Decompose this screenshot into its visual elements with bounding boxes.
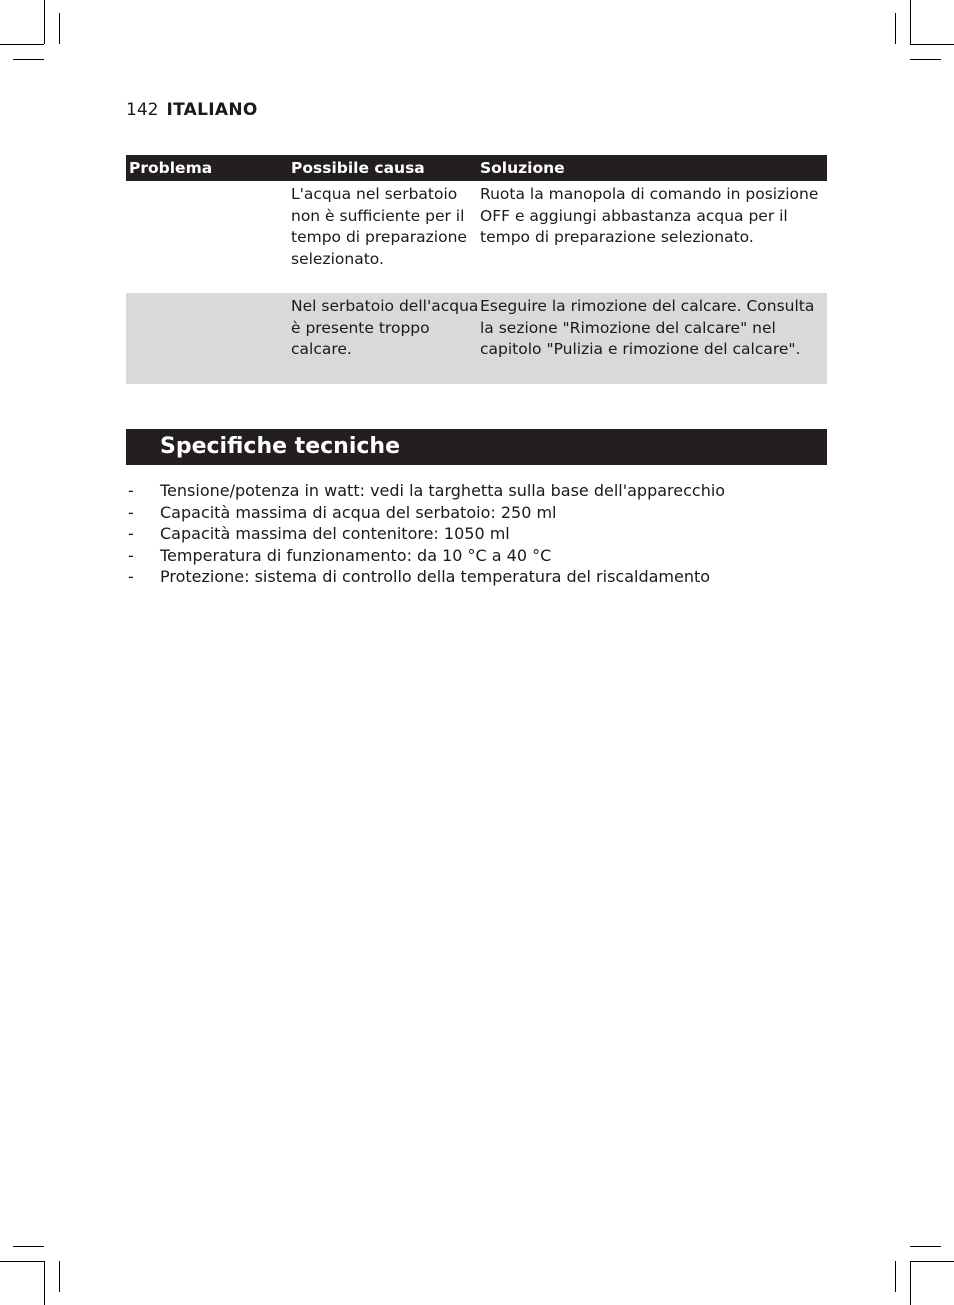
crop-mark bbox=[910, 1261, 954, 1262]
crop-mark bbox=[44, 0, 45, 44]
crop-mark bbox=[0, 1261, 44, 1262]
troubleshooting-table bbox=[126, 155, 827, 384]
crop-mark bbox=[910, 0, 911, 44]
list-item bbox=[126, 480, 827, 502]
crop-mark bbox=[895, 13, 896, 44]
list-item-text: Tensione/potenza in watt: vedi la targhetta sulla base dell'apparecchio bbox=[160, 481, 726, 500]
specifications-list bbox=[126, 480, 827, 588]
section-heading-bar bbox=[126, 429, 827, 465]
crop-mark bbox=[13, 59, 44, 60]
list-bullet: - bbox=[128, 502, 134, 522]
crop-mark bbox=[0, 44, 44, 45]
cell-solution: Eseguire la rimozione del calcare. Consulta la sezione "Rimozione del calcare" nel capitolo "Pulizia e rimozione del calcare". bbox=[480, 297, 815, 358]
list-item bbox=[126, 523, 827, 545]
cell-problem bbox=[126, 293, 291, 384]
list-item-text: Capacità massima di acqua del serbatoio: 250 ml bbox=[160, 502, 557, 522]
column-header-problem: Problema bbox=[129, 159, 213, 177]
page-number: 142 bbox=[126, 100, 159, 120]
column-header-solution: Soluzione bbox=[480, 159, 565, 177]
crop-mark bbox=[910, 1246, 941, 1247]
cell-cause: Nel serbatoio dell'acqua è presente troppo calcare. bbox=[291, 297, 479, 358]
list-bullet: - bbox=[128, 567, 134, 586]
list-item bbox=[126, 502, 827, 524]
crop-mark bbox=[59, 1261, 60, 1292]
table-row bbox=[126, 293, 827, 384]
list-bullet: - bbox=[128, 524, 134, 543]
cell-problem bbox=[126, 181, 291, 293]
table-row bbox=[126, 181, 827, 293]
list-item bbox=[126, 566, 827, 588]
cell-solution: Ruota la manopola di comando in posizione OFF e aggiungi abbastanza acqua per il tempo di preparazione selezionato. bbox=[480, 185, 819, 246]
crop-mark bbox=[910, 1261, 911, 1305]
crop-mark bbox=[910, 44, 954, 45]
column-header-cause: Possibile causa bbox=[291, 159, 425, 177]
crop-mark bbox=[44, 1261, 45, 1305]
list-item bbox=[126, 545, 827, 567]
section-title: Specifiche tecniche bbox=[160, 434, 400, 459]
cell-cause: L'acqua nel serbatoio non è sufficiente per il tempo di preparazione selezionato. bbox=[291, 185, 467, 268]
list-bullet: - bbox=[128, 481, 134, 500]
list-item-text: Protezione: sistema di controllo della temperatura del riscaldamento bbox=[160, 567, 711, 586]
list-item-text: Temperatura di funzionamento: da 10 °C a 40 °C bbox=[160, 545, 552, 565]
crop-mark bbox=[13, 1246, 44, 1247]
crop-mark bbox=[59, 13, 60, 44]
language-label: ITALIANO bbox=[166, 100, 258, 120]
crop-mark bbox=[910, 59, 941, 60]
page-header bbox=[126, 98, 258, 122]
list-bullet: - bbox=[128, 545, 134, 565]
table-header-row bbox=[126, 155, 827, 181]
crop-mark bbox=[895, 1261, 896, 1292]
list-item-text: Capacità massima del contenitore: 1050 ml bbox=[160, 524, 510, 543]
